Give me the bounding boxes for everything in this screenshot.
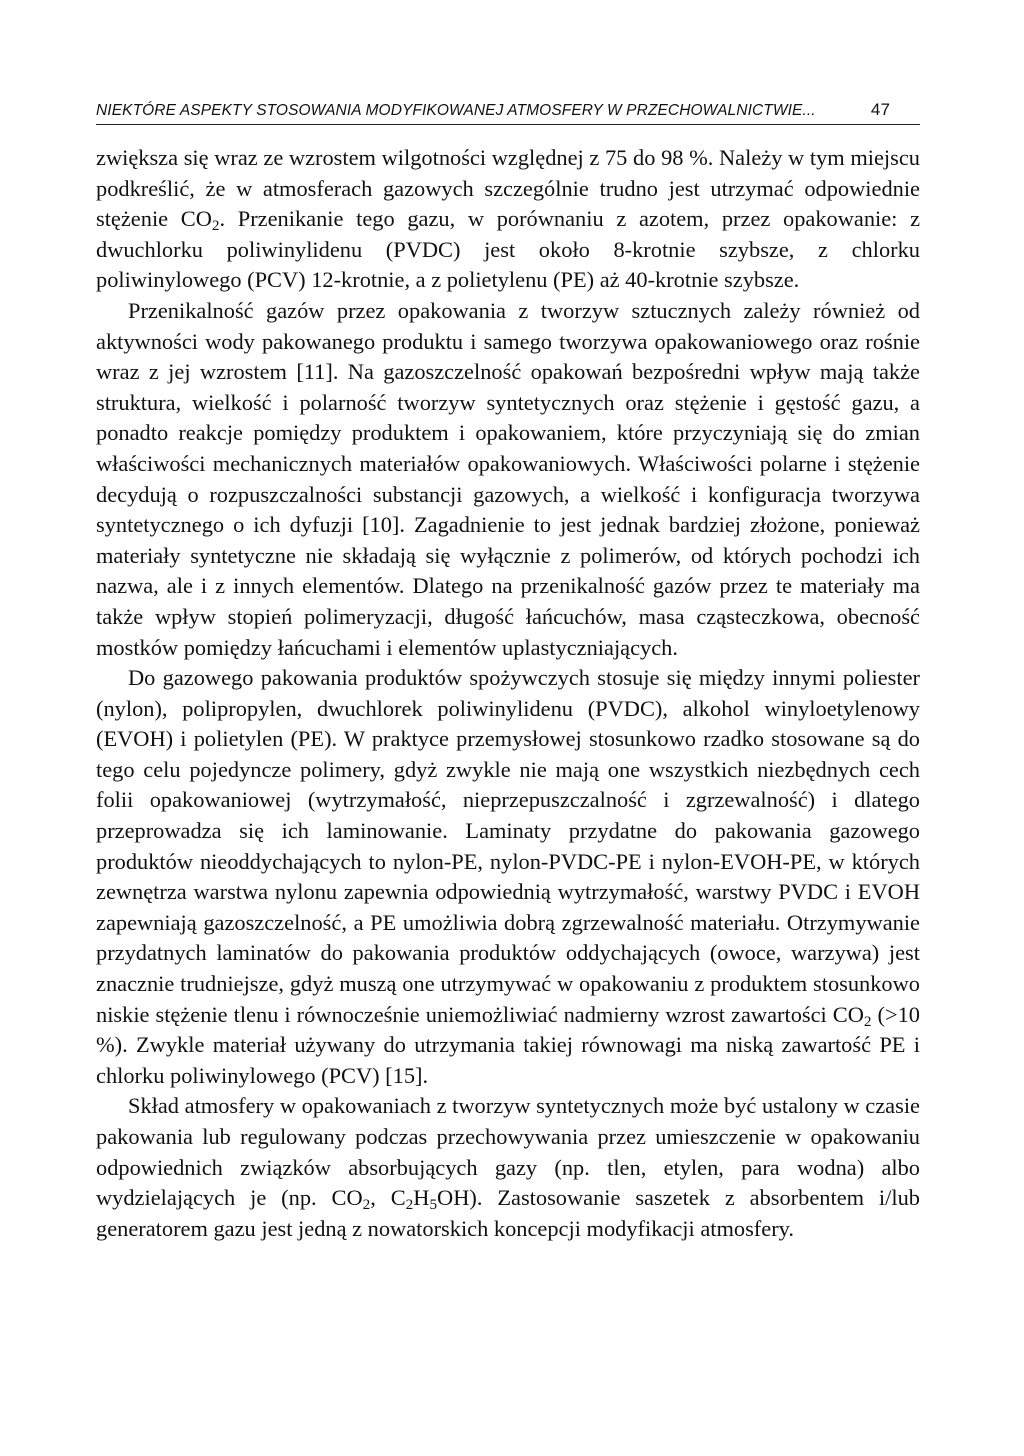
text-run: Przenikalność gazów przez opakowania z tworzyw sztucznych zależy również od aktywności wody pakowanego produktu i samego tworzywa opakowaniowego oraz rośnie wraz z jej wzrostem [11]. Na gazoszczelność opakowań bezpośredni wpływ mają także struktura, wielkość i polarność tworzyw syntetycznych oraz stężenie i gęstość gazu, a ponadto reakcje pomiędzy produktem i opakowaniem, które przyczyniają się do zmian właściwości mechanicznych materiałów opakowaniowych. Właściwości polarne i stężenie decydują o rozpuszczalności substancji gazowych, a wielkość i konfiguracja tworzywa syntetycznego o ich dyfuzji [10]. Zagadnienie to jest jednak bardziej złożone, ponieważ materiały syntetyczne nie składają się wyłącznie z polimerów, od których pochodzi ich nazwa, ale i z innych elementów. Dlatego na przenikalność gazów przez te materiały ma także wpływ stopień polimeryzacji, długość łańcuchów, masa cząsteczkowa, obecność mostków pomiędzy łańcuchami i elementów uplastyczniających. bbox=[96, 297, 920, 660]
text-run: OH). Zastosowanie saszetek z absorbentem i/lub generatorem gazu jest jedną z nowatorskich koncepcji modyfikacji atmosfery. bbox=[96, 1185, 920, 1241]
paragraph bbox=[96, 1091, 920, 1244]
running-title: NIEKTÓRE ASPEKTY STOSOWANIA MODYFIKOWANEJ ATMOSFERY W PRZECHOWALNICTWIE... bbox=[96, 102, 816, 119]
subscript: 2 bbox=[405, 1195, 414, 1213]
paragraph bbox=[96, 143, 920, 296]
text-run: Do gazowego pakowania produktów spożywczych stosuje się między innymi poliester (nylon), polipropylen, dwuchlorek poliwinylidenu (PVDC), alkohol winyloetylenowy (EVOH) i polietylen (PE). W praktyce przemysłowej stosunkowo rzadko stosowane są do tego celu pojedyncze polimery, gdyż zwykle nie mają one wszystkich niezbędnych cech folii opakowaniowej (wytrzymałość, nieprzepuszczalność i zgrzewalność) i dlatego przeprowadza się ich laminowanie. Laminaty przydatne do pakowania gazowego produktów nieoddychających to nylon-PE, nylon-PVDC-PE i nylon-EVOH-PE, w których zewnętrza warstwa nylonu zapewnia odpowiednią wytrzymałość, warstwy PVDC i EVOH zapewniają gazoszczelność, a PE umożliwia dobrą zgrzewalność materiału. Otrzymywanie przydatnych laminatów do pakowania produktów oddychających (owoce, warzywa) jest znacznie trudniejsze, gdyż muszą one utrzymywać w opakowaniu z produktem stosunkowo niskie stężenie tlenu i równocześnie uniemożliwiać nadmierny wzrost zawartości CO bbox=[96, 665, 920, 1027]
text-run: Skład atmosfery w opakowaniach z tworzyw syntetycznych może być ustalony w czasie pakowania lub regulowany podczas przechowywania przez umieszczenie w opakowaniu odpowiednich związków absorbujących gazy (np. tlen, etylen, para wodna) albo wydzielających je (np. CO bbox=[96, 1093, 920, 1211]
subscript: 2 bbox=[362, 1195, 371, 1213]
text-run: (>10 %). Zwykle materiał używany do utrzymania takiej równowagi ma niską zawartość PE i chlorku poliwinylowego (PCV) [15]. bbox=[96, 1001, 920, 1088]
text-run: . Przenikanie tego gazu, w porównaniu z azotem, przez opakowanie: z dwuchlorku poliwinylidenu (PVDC) jest około 8-krotnie szybsze, z chlorku poliwinylowego (PCV) 12-krotnie, a z polietylenu (PE) aż 40-krotnie szybsze. bbox=[96, 206, 921, 293]
text-run: zwiększa się wraz ze wzrostem wilgotności względnej z 75 do 98 %. Należy w tym miejscu podkreślić, że w atmosferach gazowych szczególnie trudno jest utrzymać odpowiednie stężenie CO bbox=[96, 145, 920, 232]
paragraph bbox=[96, 296, 920, 663]
subscript: 5 bbox=[429, 1195, 438, 1213]
text-run: H bbox=[413, 1185, 430, 1211]
page-number: 47 bbox=[870, 100, 890, 119]
subscript: 2 bbox=[863, 1012, 872, 1030]
body-text bbox=[96, 143, 920, 1244]
running-header bbox=[96, 100, 920, 125]
page bbox=[96, 100, 920, 1244]
paragraph bbox=[96, 663, 920, 1091]
subscript: 2 bbox=[211, 216, 220, 234]
text-run: , C bbox=[370, 1185, 406, 1211]
